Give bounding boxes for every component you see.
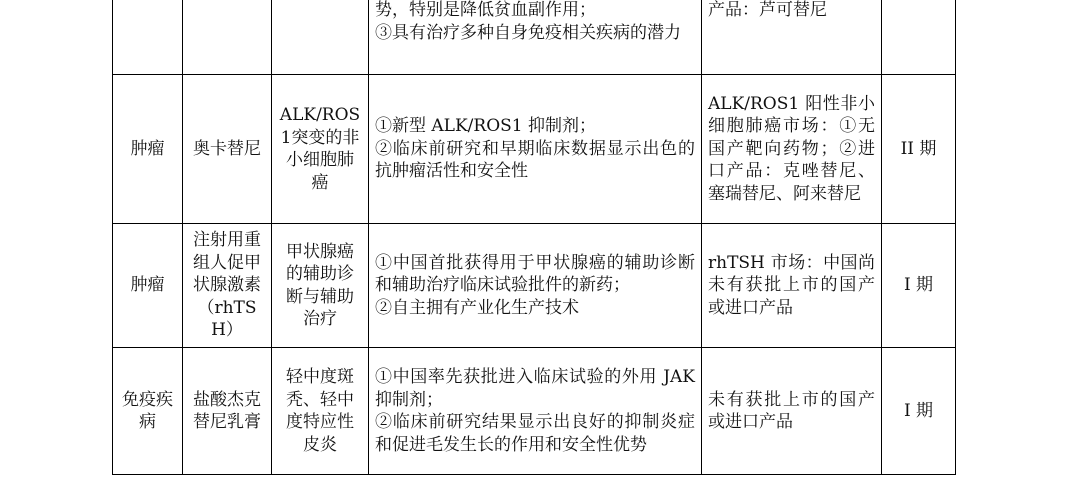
category-cell: 肿瘤 — [113, 224, 183, 348]
market-line: rhTSH 市场：中国尚未有获批上市的国产或进口产品 — [708, 252, 875, 318]
advantages-cell — [369, 0, 702, 75]
advantage-line: ①新型 ALK/ROS1 抑制剂； — [375, 116, 596, 137]
phase-cell: II 期 — [882, 75, 956, 224]
advantage-line: ②自主拥有产业化生产技术 — [375, 297, 579, 318]
category-cell: 肿瘤 — [113, 75, 183, 224]
advantage-line: ①中国首批获得用于甲状腺癌的辅助诊断和辅助治疗临床试验批件的新药； — [375, 252, 695, 296]
market-cell — [702, 348, 882, 475]
phase-cell — [882, 0, 956, 75]
advantages-cell — [369, 224, 702, 348]
market-line: 未有获批上市的国产或进口产品 — [708, 389, 875, 432]
indication-cell — [272, 0, 369, 75]
table-row — [113, 348, 956, 475]
category-cell: 免疫疾病 — [113, 348, 183, 475]
drug-pipeline-table — [112, 0, 956, 475]
advantage-line: ①中国率先获批进入临床试验的外用 JAK 抑制剂； — [375, 367, 695, 410]
indication-cell: ALK/ROS1突变的非小细胞肺癌 — [272, 75, 369, 224]
advantage-line: 势，特别是降低贫血副作用； — [375, 0, 596, 20]
drug-cell: 盐酸杰克替尼乳膏 — [183, 348, 272, 475]
indication-cell: 轻中度斑秃、轻中度特应性皮炎 — [272, 348, 369, 475]
market-cell — [702, 224, 882, 348]
drug-cell: 奥卡替尼 — [183, 75, 272, 224]
table-row — [113, 224, 956, 348]
market-line: 产品：芦可替尼 — [708, 0, 827, 20]
market-line: ALK/ROS1 阳性非小细胞肺癌市场：①无国产靶向药物；②进口产品：克唑替尼、塞瑞替尼、阿来替尼 — [708, 93, 875, 204]
phase-cell: I 期 — [882, 348, 956, 475]
phase-cell: I 期 — [882, 224, 956, 348]
drug-cell: 注射用重组人促甲状腺激素（rhTSH） — [183, 224, 272, 348]
table-row — [113, 75, 956, 224]
advantage-line: ③具有治疗多种自身免疫相关疾病的潜力 — [375, 22, 681, 43]
table-row — [113, 0, 956, 75]
advantages-cell — [369, 75, 702, 224]
market-cell — [702, 0, 882, 75]
advantage-line: ②临床前研究和早期临床数据显示出色的抗肿瘤活性和安全性 — [375, 138, 695, 182]
indication-cell: 甲状腺癌的辅助诊断与辅助治疗 — [272, 224, 369, 348]
drug-cell — [183, 0, 272, 75]
market-cell — [702, 75, 882, 224]
advantages-cell — [369, 348, 702, 475]
category-cell — [113, 0, 183, 75]
advantage-line: ②临床前研究结果显示出良好的抑制炎症和促进毛发生长的作用和安全性优势 — [375, 412, 695, 455]
